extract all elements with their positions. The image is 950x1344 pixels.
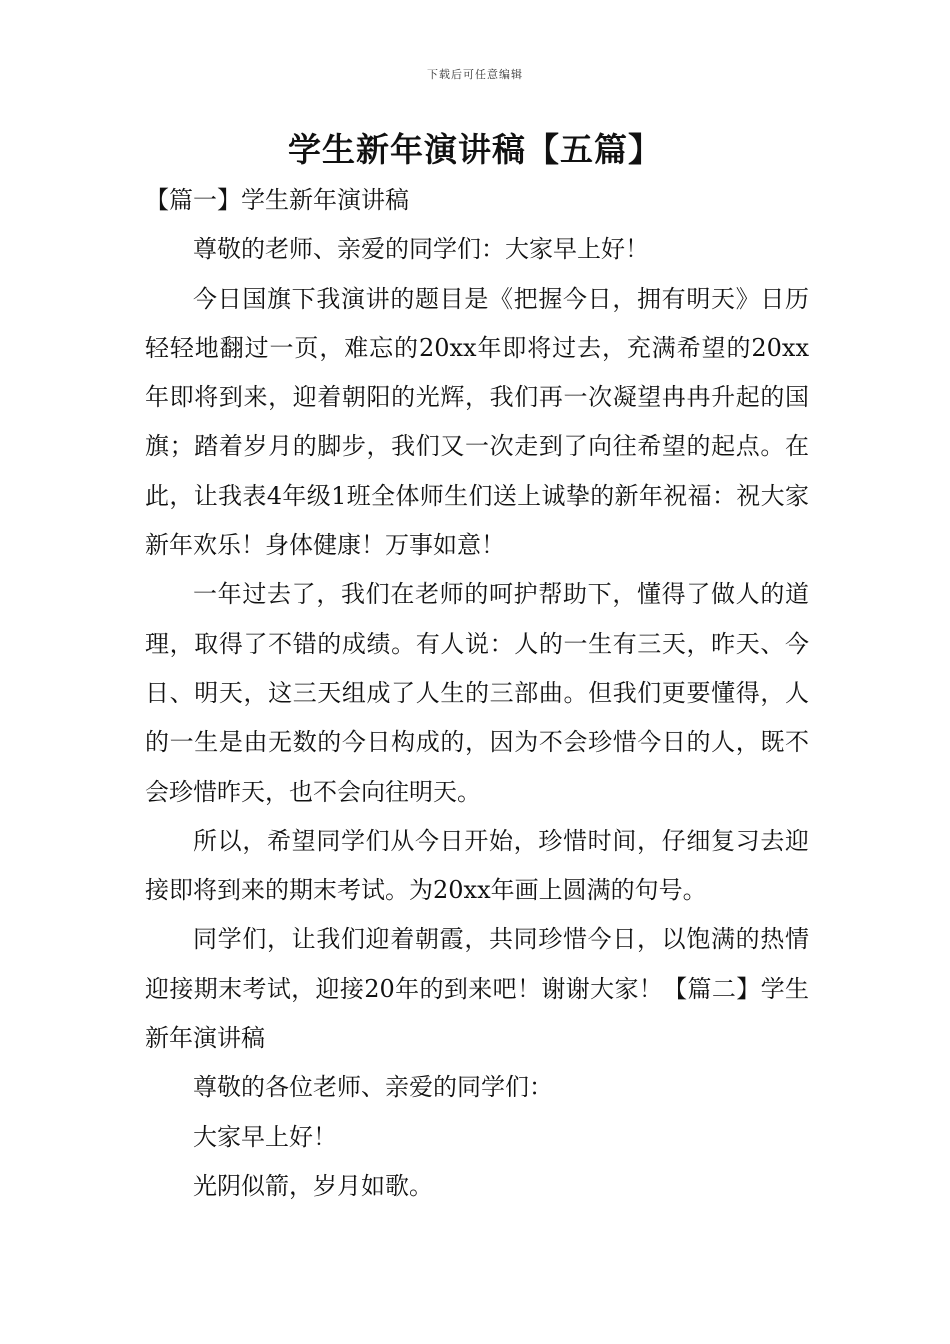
section-heading: 【篇一】学生新年演讲稿 [145,186,409,214]
paragraph: 同学们，让我们迎着朝霞，共同珍惜今日，以饱满的热情迎接期末考试，迎接20年的到来吧！谢谢大家！【篇二】学生新年演讲稿 [145,925,809,1053]
paragraph: 一年过去了，我们在老师的呵护帮助下，懂得了做人的道理，取得了不错的成绩。有人说：人的一生有三天，昨天、今日、明天，这三天组成了人生的三部曲。但我们更要懂得，人的一生是由无数的今日构成的，因为不会珍惜今日的人，既不会珍惜昨天，也不会向往明天。 [145,580,809,806]
paragraph-greeting: 尊敬的各位老师、亲爱的同学们： [193,1073,553,1102]
header-note: 下载后可任意编辑 [427,68,523,81]
paragraph-greeting: 大家早上好！ [193,1122,337,1151]
paragraph: 光阴似箭，岁月如歌。 [193,1171,433,1200]
document-title: 学生新年演讲稿【五篇】 [288,130,662,169]
paragraph: 今日国旗下我演讲的题目是《把握今日，拥有明天》日历轻轻地翻过一页，难忘的20xx年即将过去，充满希望的20xx年即将到来，迎着朝阳的光辉，我们再一次凝望冉冉升起的国旗；踏着岁月的脚步，我们又一次走到了向往希望的起点。在此，让我表4年级1班全体师生们送上诚挚的新年祝福：祝大家新年欢乐！身体健康！万事如意！ [145,284,809,560]
paragraph: 所以，希望同学们从今日开始，珍惜时间，仔细复习去迎接即将到来的期末考试。为20xx年画上圆满的句号。 [145,826,809,905]
document-body [145,176,809,1211]
paragraph-greeting: 尊敬的老师、亲爱的同学们：大家早上好！ [193,235,649,264]
